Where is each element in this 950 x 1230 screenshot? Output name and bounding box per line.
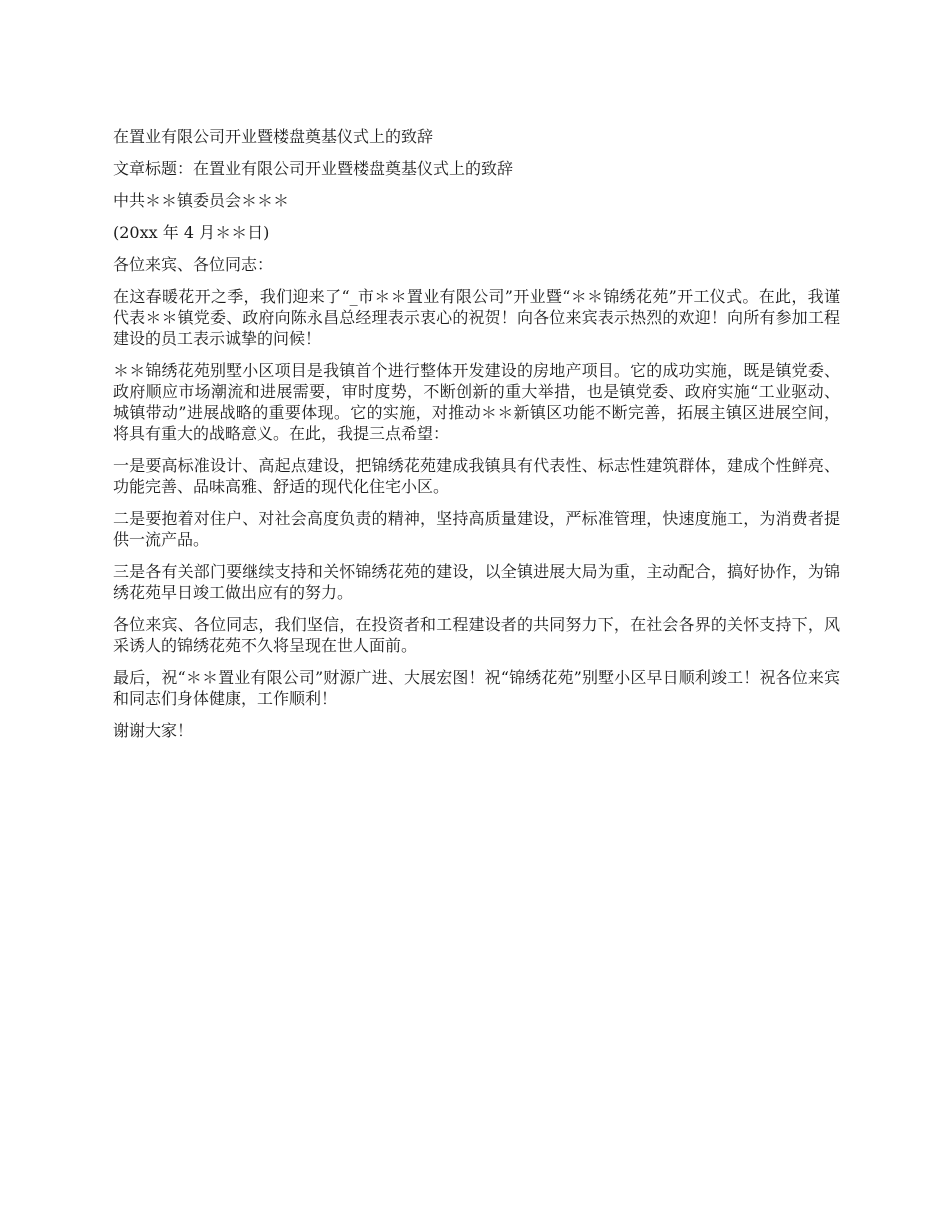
date-line: (20xx 年 4 月＊＊日): [113, 223, 270, 242]
body-paragraph: 各位来宾、各位同志，我们坚信，在投资者和工程建设者的共同努力下，在社会各界的关怀支持下，风采诱人的锦绣花苑不久将呈现在世人面前。: [113, 615, 840, 655]
closing-wishes: 最后，祝“＊＊置业有限公司”财源广进、大展宏图！祝“锦绣花苑”别墅小区早日顺利竣工！祝各位来宾和同志们身体健康，工作顺利！: [113, 668, 840, 708]
body-paragraph: 三是各有关部门要继续支持和关怀锦绣花苑的建设，以全镇进展大局为重，主动配合，搞好协作，为锦绣花苑早日竣工做出应有的努力。: [113, 562, 840, 602]
thanks-line: 谢谢大家！: [113, 721, 194, 740]
body-paragraph: 在这春暖花开之季，我们迎来了“_市＊＊置业有限公司”开业暨“＊＊锦绣花苑”开工仪式。在此，我谨代表＊＊镇党委、政府向陈永昌总经理表示衷心的祝贺！向各位来宾表示热烈的欢迎！向所有参加工程建设的员工表示诚挚的问候！: [113, 287, 840, 348]
body-paragraph: ＊＊锦绣花苑别墅小区项目是我镇首个进行整体开发建设的房地产项目。它的成功实施，既是镇党委、政府顺应市场潮流和进展需要，审时度势，不断创新的重大举措，也是镇党委、政府实施“工业驱动、城镇带动”进展战略的重要体现。它的实施，对推动＊＊新镇区功能不断完善，拓展主镇区进展空间，将具有重大的战略意义。在此，我提三点希望：: [113, 361, 840, 443]
salutation: 各位来宾、各位同志：: [113, 255, 274, 274]
body-paragraph: 一是要高标准设计、高起点建设，把锦绣花苑建成我镇具有代表性、标志性建筑群体，建成个性鲜亮、功能完善、品味高雅、舒适的现代化住宅小区。: [113, 456, 840, 496]
document-page: [113, 126, 840, 752]
body-paragraph: 二是要抱着对住户、对社会高度负责的精神，坚持高质量建设，严标准管理，快速度施工，为消费者提供一流产品。: [113, 509, 840, 549]
author-line: 中共＊＊镇委员会＊＊＊: [113, 191, 290, 210]
article-title-line: 文章标题：在置业有限公司开业暨楼盘奠基仪式上的致辞: [113, 159, 514, 178]
document-title: 在置业有限公司开业暨楼盘奠基仪式上的致辞: [113, 127, 434, 146]
